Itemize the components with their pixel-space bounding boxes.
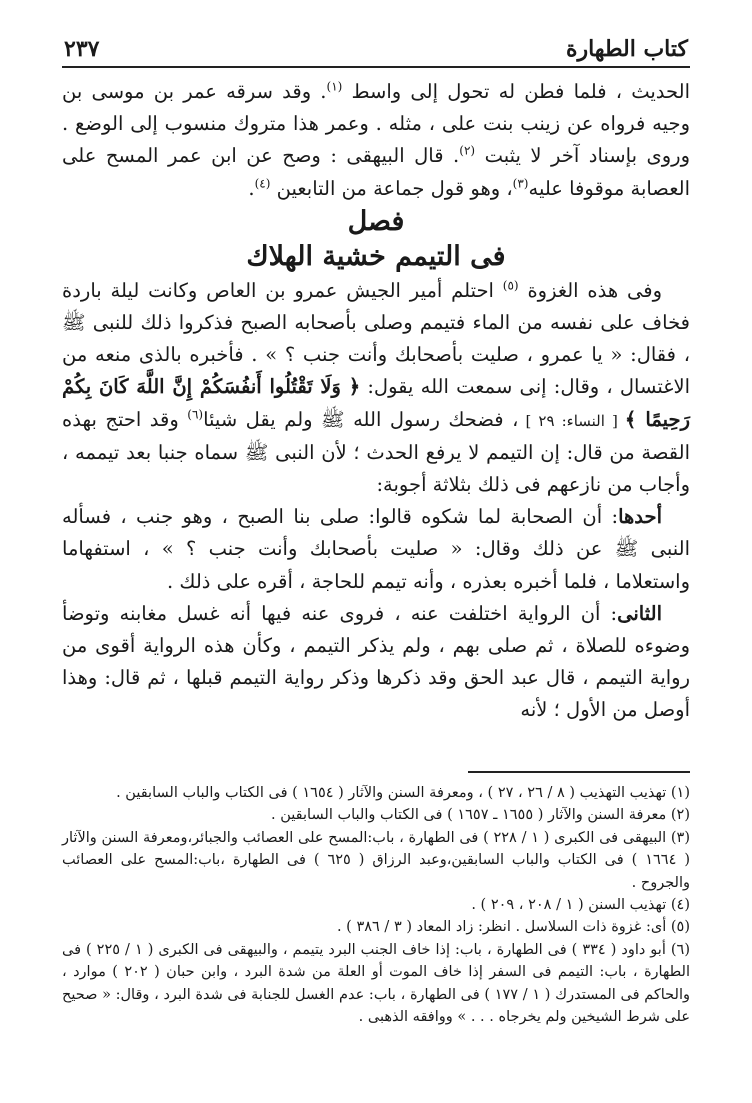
- text-segment: ، وهو قول جماعة من التابعين: [270, 176, 513, 200]
- intro-paragraph: [62, 76, 690, 205]
- section-title: فى التيمم خشية الهلاك: [246, 240, 506, 272]
- text-segment: . قال البيهقى : وصح عن ابن عمر المسح على العصابة موقوفا عليه: [62, 144, 690, 200]
- story-paragraph: [62, 275, 690, 501]
- footnote-marker: (١): [326, 79, 343, 94]
- quran-verse: ﴿ وَلَا تَقْتُلُوا أَنفُسَكُمْ إِنَّ اللَّهَ كَانَ بِكُمْ رَحِيمًا ﴾: [62, 375, 691, 431]
- answer-text: : أن الرواية اختلفت عنه ، فروى عنه فيها أنه غسل مغابنه وتوضأ وضوءه للصلاة ، ثم صلى بهم ، ولم يذكر التيمم ، وكأن هذه الرواية أقوى من رواية التيمم ، قال عبد الحق وقد ذكرها وذكر رواية التيمم قبلها ، ثم قال: وهذا أوصل من الأول ؛ لأنه: [62, 601, 690, 722]
- footnotes: [62, 782, 690, 1028]
- book-title: كتاب الطهارة: [565, 36, 688, 62]
- text-segment: وفى هذه الغزوة: [518, 278, 662, 302]
- text-segment: الحديث ، فلما فطن له تحول إلى واسط: [342, 80, 690, 103]
- text-segment: ، فضحك رسول الله ﷺ ولم يقل شيئا: [203, 407, 519, 431]
- answer-text: : أن الصحابة لما شكوه قالوا: صلى بنا الصبح ، وهو جنب ، فسأله النبى ﷺ عن ذلك وقال: « صليت بأصحابك وأنت جنب ؟ » ، استفهاما واستعلاما ، فلما أخبره بعذره ، وأنه تيمم للحاجة ، أقره على ذلك .: [62, 505, 690, 593]
- footnote-item: (٣) البيهقى فى الكبرى ( ١ / ٢٢٨ ) فى الطهارة ، باب:المسح على العصائب والجبائر،ومعرفة السنن والآثار ( ١٦٦٤ ) فى الكتاب والباب السابقين،وعبد الرزاق ( ٦٢٥ ) فى الطهارة ،باب:المسح على العصائب والجروح .: [62, 829, 691, 891]
- answer-paragraph: [62, 598, 690, 727]
- footnote-marker: (٣): [512, 176, 529, 191]
- footnote-divider: [468, 771, 690, 773]
- main-text: [62, 76, 690, 727]
- text-segment: احتلم أمير الجيش عمرو بن العاص وكانت ليلة باردة فخاف على نفسه من الماء فتيمم وصلى بأصحابه الصبح فذكروا ذلك للنبى ﷺ ، فقال: « يا عمرو ، صليت بأصحابك وأنت جنب ؟ » . فأخبره بالذى منعه من الاغتسال ، وقال: إنى سمعت الله يقول:: [62, 278, 690, 399]
- footnote-item: (٦) أبو داود ( ٣٣٤ ) فى الطهارة ، باب: إذا خاف الجنب البرد يتيمم ، والبيهقى فى الكبرى ( ١ / ٢٢٥ ) فى الطهارة ، باب: التيمم فى السفر إذا خاف الموت أو العلة من شدة البرد ، وابن حبان ( ٢٠٢ ) موارد ، والحاكم فى المستدرك ( ١ / ١٧٧ ) فى الطهارة ، باب: عدم الغسل للجنابة فى شدة البرد ، وقال: « صحيح على شرط الشيخين ولم يخرجاه . . . » ووافقه الذهبى .: [62, 941, 690, 1026]
- footnote-marker: (٤): [254, 176, 271, 191]
- answer-label: أحدها: [618, 505, 662, 529]
- footnote-item: (١) تهذيب التهذيب ( ٨ / ٢٦ ، ٢٧ ) ، ومعرفة السنن والآثار ( ١٦٥٤ ) فى الكتاب والباب السابقين .: [116, 785, 690, 801]
- footnote-marker: (٢): [459, 143, 476, 158]
- footnote-item: (٥) أى: غزوة ذات السلاسل . انظر: زاد المعاد ( ٣ / ٣٨٦ ) .: [336, 919, 690, 936]
- verse-reference: [ النساء: ٢٩ ]: [518, 411, 625, 430]
- answer-label: الثانى: [617, 601, 662, 625]
- footnote-marker: (٥): [502, 278, 519, 293]
- answer-paragraph: [62, 501, 690, 598]
- section-label: فصل: [347, 205, 405, 237]
- running-header: [62, 26, 690, 68]
- footnote-item: (٤) تهذيب السنن ( ١ / ٢٠٨ ، ٢٠٩ ) .: [471, 897, 690, 914]
- footnote-marker: (٦): [187, 407, 204, 422]
- footnote-item: (٢) معرفة السنن والآثار ( ١٦٥٥ ـ ١٦٥٧ ) فى الكتاب والباب السابقين .: [271, 807, 690, 824]
- text-segment: . وقد سرقه عمر بن موسى بن وجيه فرواه عن زينب بنت على ، مثله . وعمر هذا متروك منسوب إلى الوضع . وروى بإسناد آخر لا يثبت: [62, 80, 691, 168]
- page-number: ٢٣٧: [64, 36, 100, 62]
- text-segment: وقد احتج بهذه القصة من قال: إن التيمم لا يرفع الحدث ؛ لأن النبى ﷺ سماه جنبا بعد تيممه ، وأجاب من نازعهم فى ذلك بثلاثة أجوبة:: [62, 407, 690, 497]
- text-segment: .: [248, 176, 255, 200]
